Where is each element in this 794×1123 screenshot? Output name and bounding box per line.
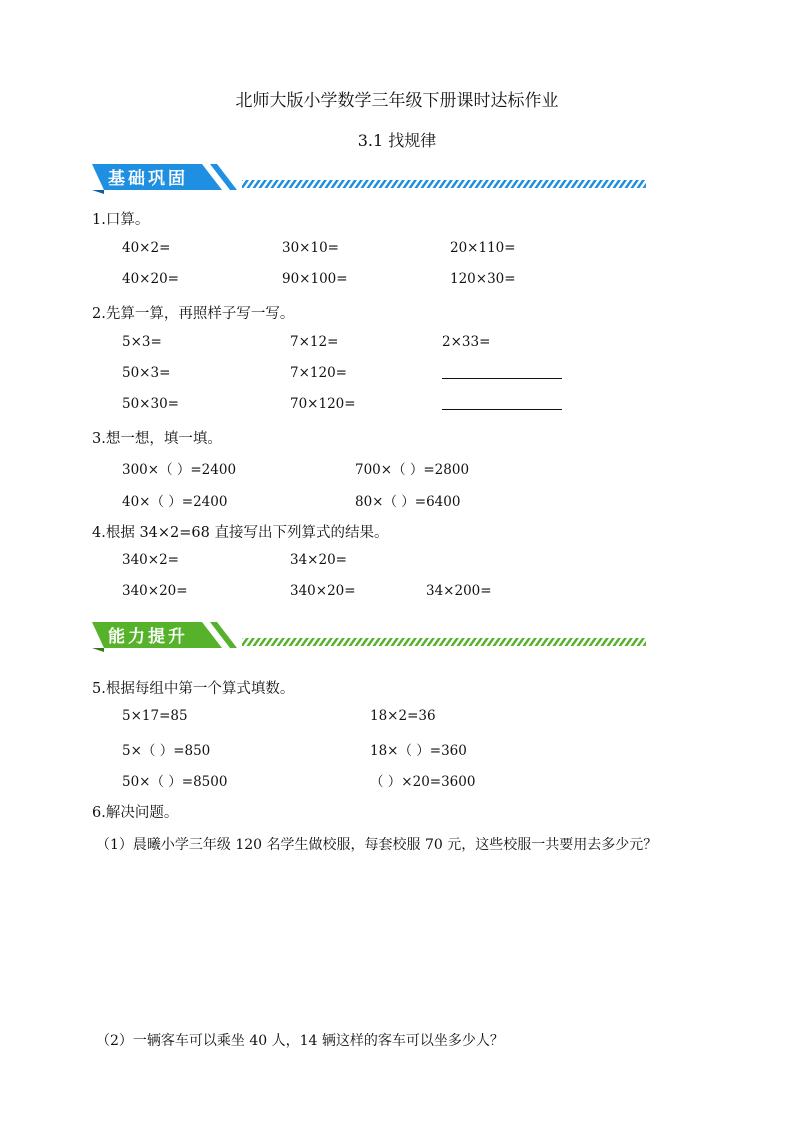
q5-expr-4: 18×（ ）=360: [370, 743, 467, 759]
page-title: 北师大版小学数学三年级下册课时达标作业: [235, 91, 559, 111]
question-2-title: 2.先算一算，再照样子写一写。: [92, 306, 295, 322]
q5-expr-6: （ ）×20=3600: [370, 774, 476, 790]
q4-expr-5: 34×200=: [426, 583, 492, 599]
q2-expr-7: 70×120=: [290, 396, 356, 412]
q2-expr-1: 5×3=: [122, 334, 162, 350]
q5-expr-3: 5×（ ）=850: [122, 743, 211, 759]
q4-expr-3: 340×20=: [122, 583, 188, 599]
question-6-title: 6.解决问题。: [92, 805, 179, 821]
q6-problem-1: （1）晨曦小学三年级 120 名学生做校服，每套校服 70 元，这些校服一共要用去多少元？: [96, 837, 658, 853]
q3-expr-2: 700×（ ）=2800: [355, 462, 470, 478]
section-basic-label: 基础巩固: [108, 169, 188, 189]
q5-expr-2: 18×2=36: [370, 708, 436, 724]
q4-expr-2: 34×20=: [290, 552, 347, 568]
question-3-title: 3.想一想，填一填。: [92, 431, 222, 447]
section-advanced-label: 能力提升: [108, 627, 188, 647]
section-banner-advanced: [92, 618, 648, 652]
q4-expr-4: 340×20=: [290, 583, 356, 599]
q2-expr-4: 50×3=: [122, 365, 171, 381]
q1-expr-5: 90×100=: [282, 271, 348, 287]
q3-expr-3: 40×（ ）=2400: [122, 494, 228, 510]
q1-expr-6: 120×30=: [450, 271, 516, 287]
lesson-subtitle: 3.1 找规律: [357, 131, 437, 150]
q2-answer-line-1[interactable]: [442, 378, 562, 379]
question-4-title: 4.根据 34×2=68 直接写出下列算式的结果。: [92, 525, 389, 541]
section-banner-basic: [92, 160, 648, 194]
q5-expr-1: 5×17=85: [122, 708, 188, 724]
question-5-title: 5.根据每组中第一个算式填数。: [92, 681, 295, 697]
q1-expr-1: 40×2=: [122, 240, 171, 256]
q5-expr-5: 50×（ ）=8500: [122, 774, 228, 790]
q6-problem-2: （2）一辆客车可以乘坐 40 人，14 辆这样的客车可以坐多少人？: [96, 1033, 504, 1049]
q4-expr-1: 340×2=: [122, 552, 179, 568]
q1-expr-3: 20×110=: [450, 240, 516, 256]
q2-answer-line-2[interactable]: [442, 409, 562, 410]
q3-expr-4: 80×（ ）=6400: [355, 494, 461, 510]
q1-expr-4: 40×20=: [122, 271, 179, 287]
q2-expr-5: 7×120=: [290, 365, 347, 381]
q3-expr-1: 300×（ ）=2400: [122, 462, 237, 478]
question-1-title: 1.口算。: [92, 212, 150, 228]
q1-expr-2: 30×10=: [282, 240, 339, 256]
q2-expr-6: 50×30=: [122, 396, 179, 412]
q2-expr-2: 7×12=: [290, 334, 339, 350]
q2-expr-3: 2×33=: [442, 334, 491, 350]
